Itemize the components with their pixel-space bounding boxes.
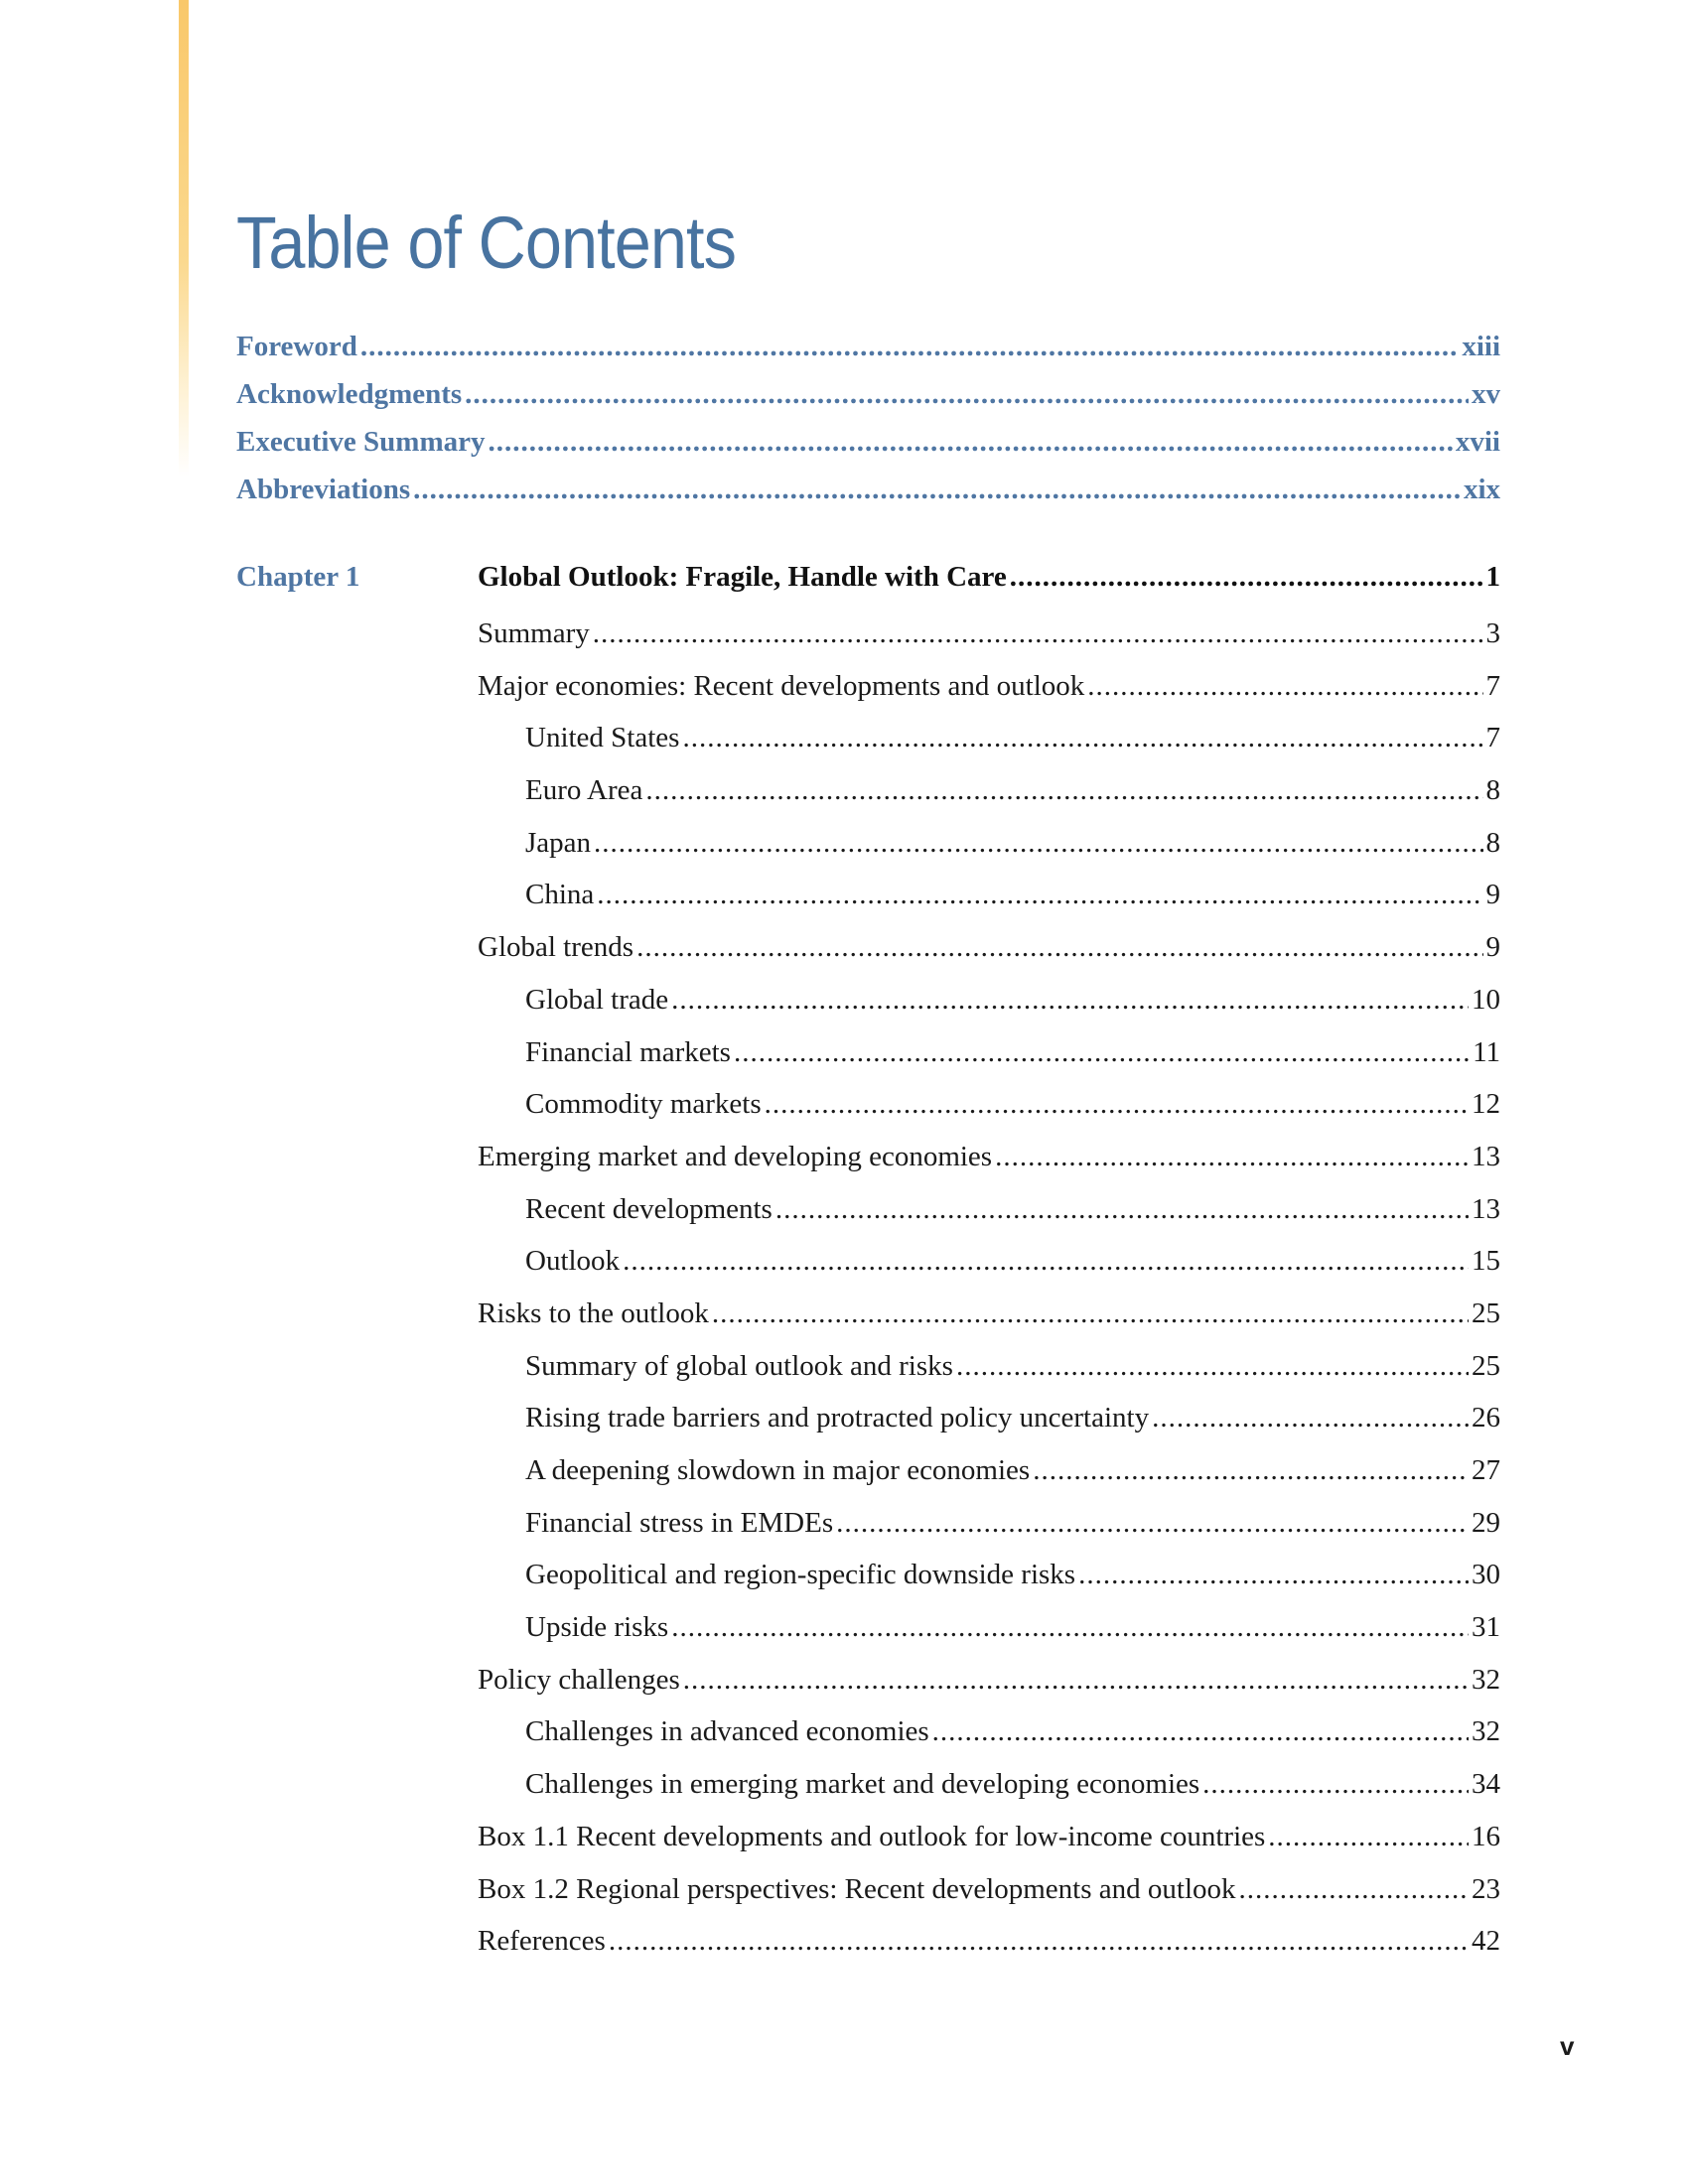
toc-entry[interactable]: [478, 670, 1500, 723]
toc-entry-page: 32: [1472, 1663, 1500, 1696]
toc-entry-label: Executive Summary: [236, 426, 486, 458]
toc-entry[interactable]: [478, 1297, 1500, 1350]
chapter-page: 1: [1485, 561, 1500, 593]
accent-bar: [179, 0, 189, 477]
dot-leader: [1010, 561, 1483, 594]
page-title: Table of Contents: [236, 202, 737, 284]
toc-entry-label: Financial markets: [525, 1035, 731, 1068]
toc-entry-page: 27: [1472, 1454, 1500, 1486]
toc-entry[interactable]: [478, 1821, 1500, 1873]
dot-leader: [1202, 1768, 1469, 1801]
toc-entry-label: Commodity markets: [525, 1088, 762, 1121]
dot-leader: [671, 1611, 1469, 1644]
dot-leader: [360, 331, 1459, 363]
toc-entry-label: A deepening slowdown in major economies: [525, 1454, 1031, 1486]
toc-entry-page: 34: [1472, 1768, 1500, 1801]
dot-leader: [623, 1245, 1469, 1278]
toc-entry-label: Abbreviations: [236, 474, 411, 505]
toc-entry-label: United States: [525, 722, 680, 754]
chapter-label: Chapter 1: [236, 561, 360, 593]
toc-entry-abbreviations[interactable]: [236, 474, 1500, 521]
dot-leader: [645, 774, 1482, 807]
toc-entry[interactable]: [478, 1611, 1500, 1664]
toc-entry[interactable]: [478, 1507, 1500, 1560]
toc-entry-page: 3: [1485, 617, 1500, 649]
dot-leader: [1152, 1402, 1469, 1434]
toc-entry-page: xvii: [1455, 426, 1500, 458]
toc-entry-page: 9: [1485, 931, 1500, 964]
toc-entry-label: Euro Area: [525, 774, 643, 807]
toc-entry-label: China: [525, 879, 595, 911]
toc-entry-label: References: [478, 1925, 606, 1958]
toc-entry-page: 30: [1472, 1559, 1500, 1591]
toc-entry[interactable]: [478, 931, 1500, 984]
toc-entry-label: Global trends: [478, 931, 634, 964]
toc-entry-label: Summary of global outlook and risks: [525, 1349, 953, 1382]
toc-entry-page: 7: [1485, 722, 1500, 754]
toc-entry[interactable]: [478, 1245, 1500, 1297]
toc-entry[interactable]: [478, 1193, 1500, 1246]
toc-entry-page: 42: [1472, 1925, 1500, 1958]
toc-entry[interactable]: [478, 1036, 1500, 1089]
toc-entry[interactable]: [478, 1454, 1500, 1507]
toc-entry[interactable]: [478, 774, 1500, 827]
toc-entry-label: Challenges in advanced economies: [525, 1715, 929, 1748]
dot-leader: [594, 827, 1482, 860]
toc-entry-label: Box 1.2 Regional perspectives: Recent developments and outlook: [478, 1872, 1236, 1905]
toc-entry[interactable]: [478, 1402, 1500, 1454]
toc-entry[interactable]: [478, 1873, 1500, 1926]
toc-entry-label: Japan: [525, 826, 592, 859]
toc-entry-page: 13: [1472, 1192, 1500, 1225]
toc-entry-page: 16: [1472, 1820, 1500, 1852]
chapter-title-entry[interactable]: [478, 561, 1500, 617]
toc-entry-page: 13: [1472, 1140, 1500, 1172]
toc-entry[interactable]: [478, 1664, 1500, 1716]
toc-entry-page: 7: [1485, 669, 1500, 702]
toc-entry-page: 32: [1472, 1715, 1500, 1748]
toc-entry[interactable]: [478, 1715, 1500, 1768]
chapter-entries: [478, 617, 1500, 1978]
dot-leader: [995, 1141, 1469, 1173]
dot-leader: [413, 474, 1461, 506]
toc-entry-label: Foreword: [236, 331, 357, 362]
toc-entry-label: Box 1.1 Recent developments and outlook for low-income countries: [478, 1820, 1266, 1852]
toc-entry-page: 29: [1472, 1506, 1500, 1539]
dot-leader: [1033, 1454, 1469, 1487]
dot-leader: [1087, 670, 1482, 703]
toc-entry-acknowledgments[interactable]: [236, 378, 1500, 426]
toc-entry-page: xiii: [1462, 331, 1500, 362]
toc-entry-page: 25: [1472, 1349, 1500, 1382]
toc-entry-label: Financial stress in EMDEs: [525, 1506, 834, 1539]
toc-entry-page: 12: [1472, 1088, 1500, 1121]
toc-entry-label: Policy challenges: [478, 1663, 680, 1696]
dot-leader: [734, 1036, 1470, 1069]
toc-entry-label: Major economies: Recent developments and outlook: [478, 669, 1085, 702]
toc-entry-label: Outlook: [525, 1245, 621, 1278]
dot-leader: [765, 1088, 1469, 1121]
toc-entry-label: Upside risks: [525, 1611, 669, 1644]
toc-entry[interactable]: [478, 1350, 1500, 1403]
dot-leader: [489, 426, 1453, 459]
toc-entry-label: Recent developments: [525, 1192, 773, 1225]
toc-entry[interactable]: [478, 984, 1500, 1036]
dot-leader: [636, 931, 1482, 964]
dot-leader: [712, 1297, 1469, 1330]
toc-entry-page: 15: [1472, 1245, 1500, 1278]
toc-entry-label: Global trade: [525, 983, 669, 1016]
toc-entry[interactable]: [478, 827, 1500, 880]
toc-entry-page: 8: [1485, 774, 1500, 807]
dot-leader: [1268, 1821, 1469, 1853]
chapter-title: Global Outlook: Fragile, Handle with Care: [478, 561, 1007, 593]
toc-entry-page: 11: [1473, 1035, 1500, 1068]
toc-entry-label: Emerging market and developing economies: [478, 1140, 993, 1172]
toc-entry-label: Acknowledgments: [236, 378, 463, 410]
toc-entry[interactable]: [478, 1141, 1500, 1193]
dot-leader: [593, 617, 1483, 650]
dot-leader: [775, 1193, 1469, 1226]
toc-entry-page: 25: [1472, 1297, 1500, 1329]
toc-entry-label: Risks to the outlook: [478, 1297, 709, 1329]
toc-entry-label: Challenges in emerging market and developing economies: [525, 1768, 1200, 1801]
page-number: v: [1560, 2031, 1575, 2061]
toc-entry-page: 10: [1472, 983, 1500, 1016]
toc-entry-label: Geopolitical and region-specific downside risks: [525, 1559, 1076, 1591]
toc-entry[interactable]: [478, 1768, 1500, 1821]
toc-entry[interactable]: [478, 617, 1500, 670]
toc-entry-page: xix: [1463, 474, 1500, 505]
toc-entry[interactable]: [478, 879, 1500, 931]
dot-leader: [465, 378, 1469, 411]
dot-leader: [836, 1507, 1469, 1540]
toc-entry[interactable]: [478, 722, 1500, 774]
toc-entry-executive-summary[interactable]: [236, 426, 1500, 474]
toc-entry[interactable]: [478, 1088, 1500, 1141]
toc-entry-page: 26: [1472, 1402, 1500, 1434]
toc-entry-page: 8: [1485, 826, 1500, 859]
toc-entry-label: Rising trade barriers and protracted policy uncertainty: [525, 1402, 1150, 1434]
dot-leader: [609, 1925, 1469, 1958]
toc-entry-foreword[interactable]: [236, 331, 1500, 378]
toc-entry[interactable]: [478, 1925, 1500, 1978]
toc-entry[interactable]: [478, 1559, 1500, 1611]
dot-leader: [682, 722, 1482, 754]
toc-entry-page: 9: [1485, 879, 1500, 911]
dot-leader: [956, 1350, 1469, 1383]
toc-entry-page: xv: [1472, 378, 1500, 410]
toc-entry-page: 31: [1472, 1611, 1500, 1644]
dot-leader: [1078, 1559, 1469, 1591]
dot-leader: [932, 1715, 1469, 1748]
dot-leader: [671, 984, 1469, 1017]
toc-entry-label: Summary: [478, 617, 590, 649]
chapter-contents: [478, 561, 1500, 1978]
front-matter-list: [236, 331, 1500, 521]
toc-entry-page: 23: [1472, 1872, 1500, 1905]
dot-leader: [597, 879, 1482, 911]
dot-leader: [683, 1664, 1469, 1697]
dot-leader: [1239, 1873, 1469, 1906]
